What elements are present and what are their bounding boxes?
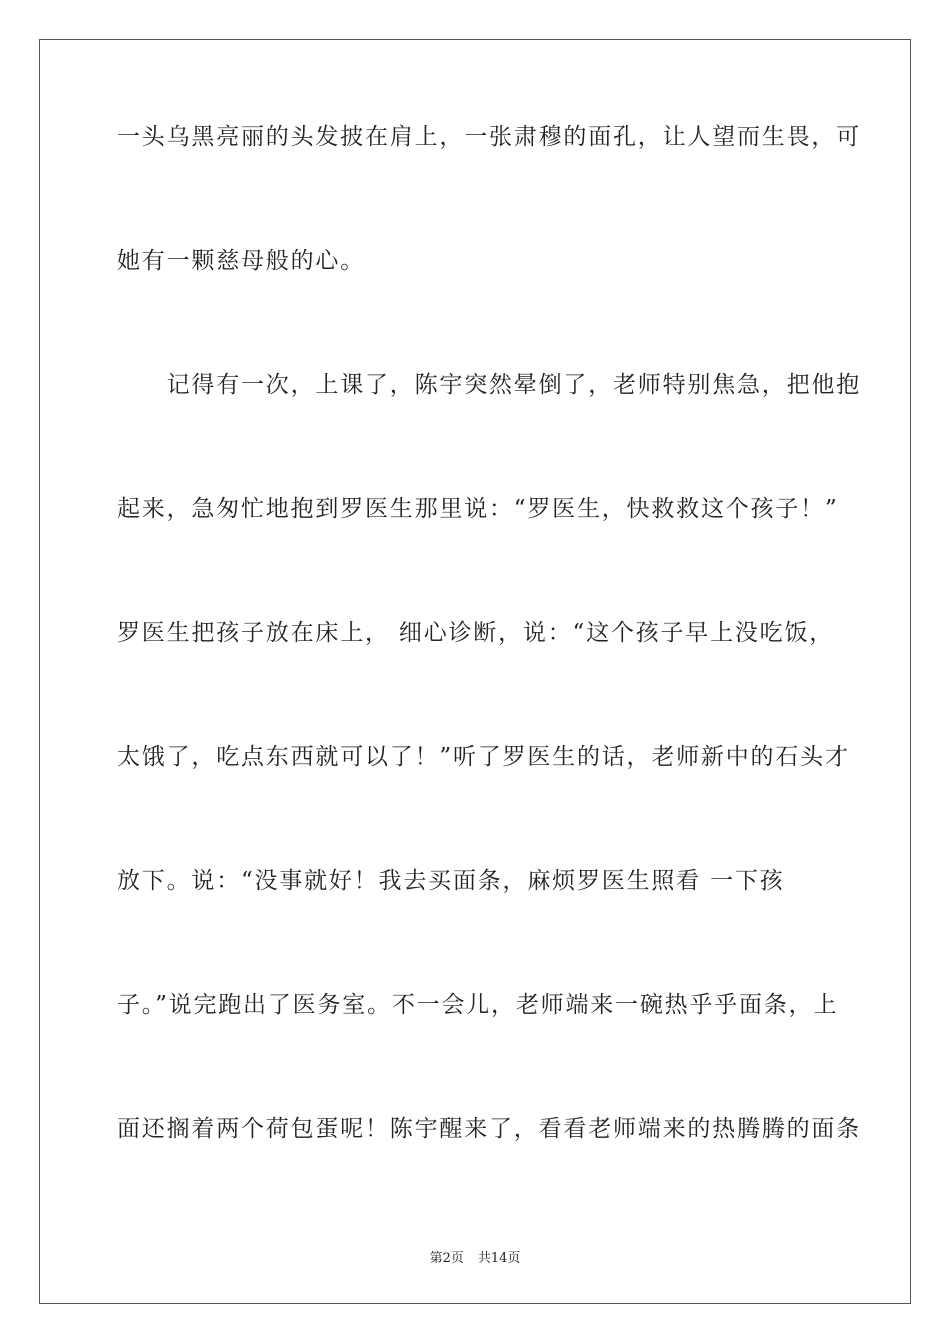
text-line-6: 太饿了，吃点东西就可以了！”听了罗医生的话，老师新中的石头才 xyxy=(117,744,850,770)
text-line-9: 面还搁着两个荷包蛋呢！陈宇醒来了，看看老师端来的热腾腾的面条 xyxy=(117,1116,861,1142)
document-body xyxy=(117,122,861,1238)
text-line-7: 放下。说：“没事就好！我去买面条，麻烦罗医生照看 一下孩 xyxy=(117,868,785,894)
page-footer xyxy=(0,1247,950,1266)
page-total: 共14页 xyxy=(477,1251,521,1266)
text-line-3: 记得有一次，上课了，陈宇突然晕倒了，老师特别焦急，把他抱 xyxy=(117,372,861,398)
text-line-1: 一头乌黑亮丽的头发披在肩上，一张肃穆的面孔，让人望而生畏，可 xyxy=(117,124,861,150)
text-line-5: 罗医生把孩子放在床上， 细心诊断，说：“这个孩子早上没吃饭， xyxy=(117,620,835,646)
text-line-8: 子。”说完跑出了医务室。不一会儿，老师端来一碗热乎乎面条，上 xyxy=(117,992,839,1018)
page-number: 第2页 xyxy=(429,1251,464,1266)
text-line-2: 她有一颗慈母般的心。 xyxy=(117,248,365,274)
text-line-4: 起来，急匆忙地抱到罗医生那里说：“罗医生，快救救这个孩子！” xyxy=(117,496,839,522)
